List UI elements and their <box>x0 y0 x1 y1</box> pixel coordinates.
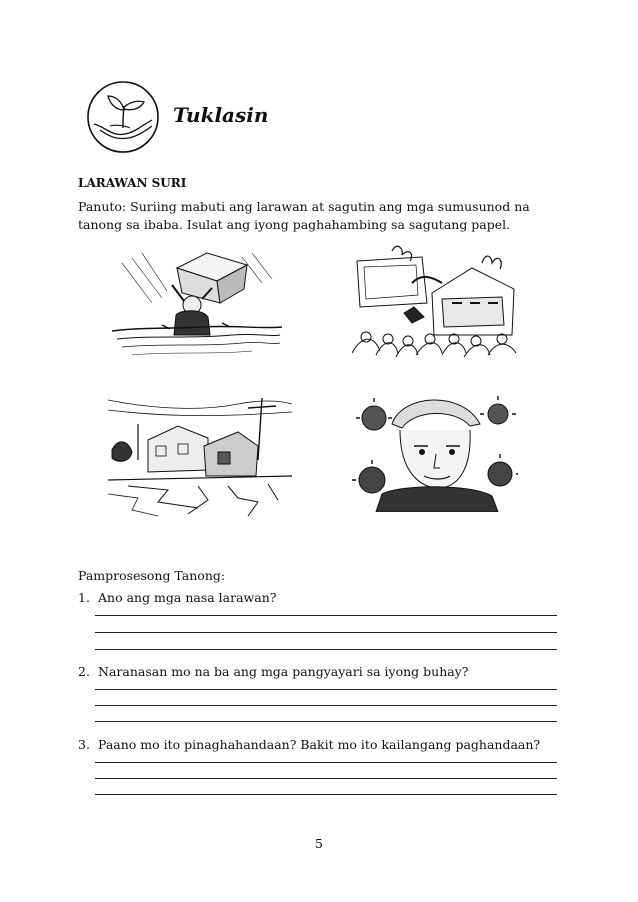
answer-line[interactable] <box>95 794 557 795</box>
question-text: Naranasan mo na ba ang mga pangyayari sa iyong buhay? <box>98 664 469 679</box>
answer-line[interactable] <box>95 649 557 650</box>
answer-line[interactable] <box>95 615 557 616</box>
answer-line[interactable] <box>95 721 557 722</box>
hands-holding-sprout-icon <box>86 80 160 154</box>
answer-line[interactable] <box>95 689 557 690</box>
section-heading: LARAWAN SURI <box>78 176 187 190</box>
earthquake-illustration <box>108 390 292 520</box>
question-number: 1. <box>78 590 90 605</box>
instructions: Panuto: Suriing mabuti ang larawan at sagutin ang mga sumusunod na tanong sa ibaba. Isulat ang iyong paghahambing sa sagutang papel. <box>78 199 530 232</box>
answer-line[interactable] <box>95 778 557 779</box>
fire-illustration <box>352 243 518 365</box>
question-2 <box>78 664 468 679</box>
question-1 <box>78 590 276 605</box>
answer-line[interactable] <box>95 762 557 763</box>
question-number: 3. <box>78 737 90 752</box>
question-number: 2. <box>78 664 90 679</box>
question-text: Paano mo ito pinaghahandaan? Bakit mo ito kailangang paghandaan? <box>98 737 541 752</box>
answer-line[interactable] <box>95 632 557 633</box>
question-3 <box>78 737 540 752</box>
virus-pandemic-illustration <box>352 384 518 512</box>
answer-line[interactable] <box>95 705 557 706</box>
page-title: Tuklasin <box>173 103 269 127</box>
question-text: Ano ang mga nasa larawan? <box>98 590 277 605</box>
questions-label: Pamprosesong Tanong: <box>78 568 226 583</box>
page-number: 5 <box>315 836 323 851</box>
flood-illustration <box>112 243 282 365</box>
